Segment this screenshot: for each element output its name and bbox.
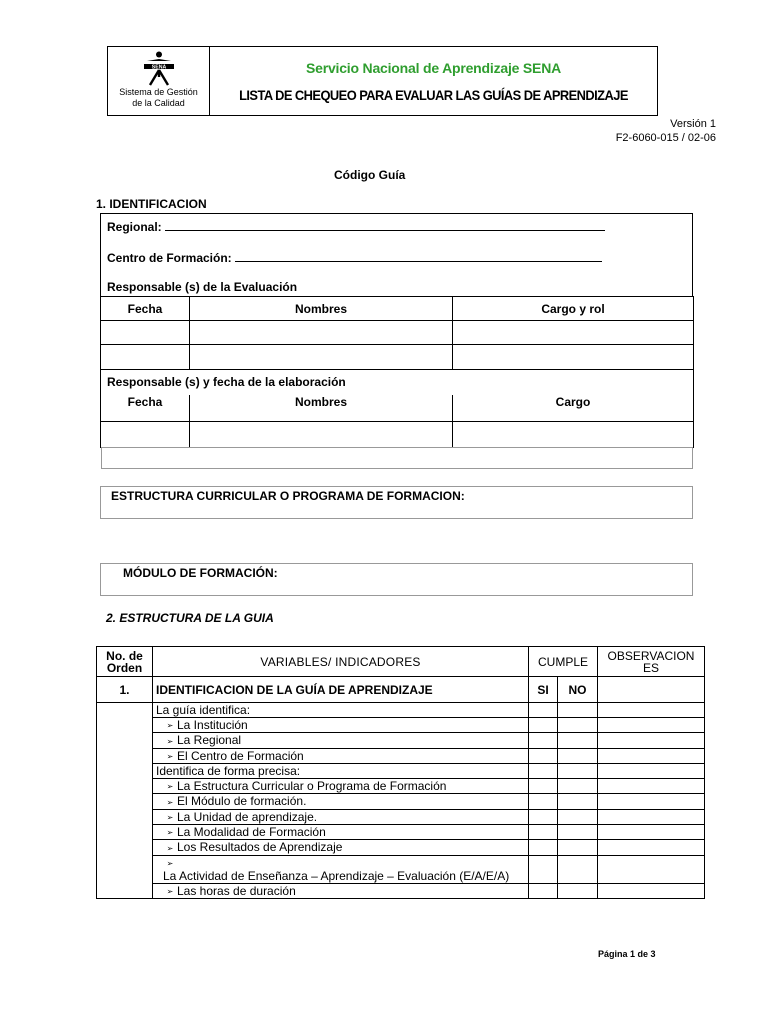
regional-underline — [165, 220, 605, 231]
si-header: SI — [529, 677, 558, 703]
observaciones-cell[interactable] — [598, 763, 705, 778]
regional-field[interactable] — [107, 220, 605, 234]
observaciones-cell[interactable] — [598, 748, 705, 763]
no-checkbox[interactable] — [558, 840, 598, 855]
indicator-label: La Modalidad de Formación — [177, 824, 326, 839]
no-header: NO — [558, 677, 598, 703]
section-2-title: 2. ESTRUCTURA DE LA GUIA — [106, 611, 274, 625]
eval-cell[interactable] — [190, 345, 453, 370]
bullet-arrow-icon: ➢ — [166, 887, 174, 897]
eval-cell[interactable] — [101, 345, 190, 370]
no-checkbox[interactable] — [558, 763, 598, 778]
indicator-label: Los Resultados de Aprendizaje — [177, 840, 343, 855]
bullet-arrow-icon: ➢ — [166, 751, 174, 761]
si-checkbox[interactable] — [529, 733, 558, 748]
observaciones-cell[interactable] — [598, 778, 705, 793]
bullet-arrow-icon: ➢ — [166, 797, 174, 807]
indicator-text: La guía identifica: — [153, 703, 529, 718]
elaboration-table — [100, 395, 694, 448]
si-checkbox[interactable] — [529, 824, 558, 839]
col-cumple: CUMPLE — [529, 647, 598, 677]
identification-spacer-row — [101, 447, 693, 469]
elab-header-cargo: Cargo — [453, 395, 694, 421]
observaciones-cell[interactable] — [598, 733, 705, 748]
eval-header-nombres: Nombres — [190, 297, 453, 321]
elab-cell[interactable] — [453, 421, 694, 447]
quality-system-label — [108, 87, 209, 109]
version-label: Versión 1 — [670, 118, 716, 130]
indicator-label: La Estructura Curricular o Programa de Formación — [177, 778, 447, 793]
bullet-arrow-icon: ➢ — [166, 812, 174, 822]
observaciones-cell[interactable] — [598, 883, 705, 898]
table-row — [97, 855, 705, 883]
row-title: IDENTIFICACION DE LA GUÍA DE APRENDIZAJE — [153, 677, 529, 703]
indicator-text — [153, 855, 529, 883]
table-row — [97, 809, 705, 824]
no-checkbox[interactable] — [558, 778, 598, 793]
row-number: 1. — [97, 677, 153, 703]
eval-cell[interactable] — [101, 321, 190, 345]
indicator-text — [153, 718, 529, 733]
no-checkbox[interactable] — [558, 855, 598, 883]
modulo-label: MÓDULO DE FORMACIÓN: — [123, 566, 278, 580]
indicator-text — [153, 794, 529, 809]
si-checkbox[interactable] — [529, 763, 558, 778]
bullet-arrow-icon: ➢ — [166, 736, 174, 746]
evaluation-table — [100, 296, 694, 395]
section-1-title: 1. IDENTIFICACION — [96, 197, 207, 211]
si-checkbox[interactable] — [529, 794, 558, 809]
indicator-text — [153, 809, 529, 824]
observaciones-cell[interactable] — [598, 840, 705, 855]
indicator-rows — [97, 703, 705, 899]
centro-field[interactable] — [107, 251, 602, 265]
col-variables: VARIABLES/ INDICADORES — [153, 647, 529, 677]
table-row — [97, 778, 705, 793]
no-checkbox[interactable] — [558, 794, 598, 809]
observaciones-cell[interactable] — [598, 794, 705, 809]
table-row — [97, 794, 705, 809]
regional-label: Regional: — [107, 220, 162, 234]
elab-header-nombres: Nombres — [190, 395, 453, 421]
eval-header-cargo: Cargo y rol — [453, 297, 694, 321]
indicator-label: El Módulo de formación. — [177, 794, 307, 809]
bullet-arrow-icon: ➢ — [166, 843, 174, 853]
observaciones-cell[interactable] — [598, 855, 705, 883]
observaciones-cell[interactable] — [598, 809, 705, 824]
bullet-arrow-icon: ➢ — [166, 782, 174, 792]
table-row — [97, 840, 705, 855]
table-row — [97, 883, 705, 898]
si-checkbox[interactable] — [529, 883, 558, 898]
estructura-curricular-box[interactable] — [100, 486, 693, 519]
indicator-label: La Unidad de aprendizaje. — [177, 809, 318, 824]
system-line-2: de la Calidad — [132, 98, 185, 108]
observaciones-cell[interactable] — [598, 718, 705, 733]
eval-cell[interactable] — [190, 321, 453, 345]
logo-text: SENA — [151, 64, 167, 71]
indicator-label: La Institución — [177, 718, 248, 732]
indicator-label: El Centro de Formación — [177, 748, 304, 763]
logo-cell — [108, 47, 210, 115]
eval-cell[interactable] — [453, 321, 694, 345]
bullet-arrow-icon: ➢ — [166, 858, 174, 868]
no-checkbox[interactable] — [558, 733, 598, 748]
institution-name: Servicio Nacional de Aprendizaje SENA — [305, 60, 562, 76]
indicator-label: La Actividad de Enseñanza – Aprendizaje – Evaluación (E/A/E/A) — [163, 868, 510, 883]
centro-label: Centro de Formación: — [107, 251, 232, 265]
observaciones-cell[interactable] — [598, 703, 705, 718]
eval-header-fecha: Fecha — [101, 297, 190, 321]
codigo-guia-label: Código Guía — [334, 168, 406, 182]
system-line-1: Sistema de Gestión — [119, 87, 198, 97]
responsable-elaboracion-label: Responsable (s) y fecha de la elaboración — [101, 370, 694, 395]
no-checkbox[interactable] — [558, 718, 598, 733]
bullet-arrow-icon: ➢ — [166, 721, 174, 731]
document-title: LISTA DE CHEQUEO PARA EVALUAR LAS GUÍAS DE APRENDIZAJE — [239, 87, 628, 103]
no-checkbox[interactable] — [558, 748, 598, 763]
bullet-arrow-icon: ➢ — [166, 828, 174, 838]
indicator-text — [153, 778, 529, 793]
document-header — [107, 46, 658, 116]
observaciones-cell[interactable] — [598, 677, 705, 703]
no-checkbox[interactable] — [558, 883, 598, 898]
si-checkbox[interactable] — [529, 748, 558, 763]
si-checkbox[interactable] — [529, 855, 558, 883]
row-number-blank — [97, 703, 153, 899]
elab-cell[interactable] — [101, 421, 190, 447]
indicator-text — [153, 748, 529, 763]
indicator-text: Identifica de forma precisa: — [153, 763, 529, 778]
indicator-label: La Regional — [177, 733, 242, 748]
checklist-table — [96, 646, 705, 899]
responsable-evaluacion-label: Responsable (s) de la Evaluación — [107, 280, 298, 294]
si-checkbox[interactable] — [529, 778, 558, 793]
si-checkbox[interactable] — [529, 809, 558, 824]
sena-logo-icon — [141, 51, 177, 91]
eval-cell[interactable] — [453, 345, 694, 370]
col-no-orden: No. de Orden — [97, 647, 153, 677]
elab-cell[interactable] — [190, 421, 453, 447]
si-checkbox[interactable] — [529, 703, 558, 718]
observaciones-cell[interactable] — [598, 824, 705, 839]
indicator-text — [153, 883, 529, 898]
no-checkbox[interactable] — [558, 703, 598, 718]
estructura-curricular-label: ESTRUCTURA CURRICULAR O PROGRAMA DE FORMACION: — [111, 489, 465, 503]
no-checkbox[interactable] — [558, 824, 598, 839]
indicator-text — [153, 840, 529, 855]
indicator-text — [153, 824, 529, 839]
col-observaciones: OBSERVACIONES — [598, 647, 705, 677]
si-checkbox[interactable] — [529, 718, 558, 733]
table-row — [97, 824, 705, 839]
page-number: Página 1 de 3 — [598, 949, 656, 959]
table-row — [97, 718, 705, 733]
elab-header-fecha: Fecha — [101, 395, 190, 421]
indicator-text — [153, 733, 529, 748]
table-row — [97, 748, 705, 763]
si-checkbox[interactable] — [529, 840, 558, 855]
table-row — [97, 703, 705, 718]
indicator-label: Las horas de duración — [177, 883, 296, 898]
document-code: F2-6060-015 / 02-06 — [615, 132, 716, 144]
centro-underline — [235, 251, 602, 262]
modulo-box[interactable] — [100, 563, 693, 596]
table-row — [97, 763, 705, 778]
table-row — [97, 733, 705, 748]
no-checkbox[interactable] — [558, 809, 598, 824]
